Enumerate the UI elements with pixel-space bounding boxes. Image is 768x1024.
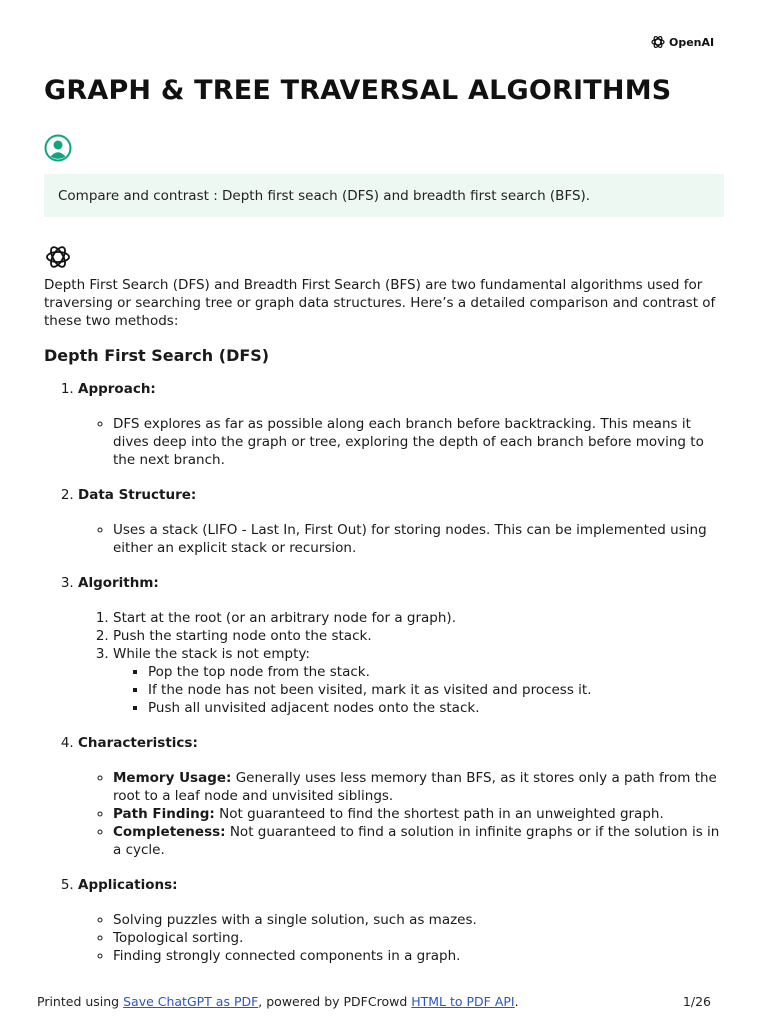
algorithm-substep: ▪ Pop the top node from the stack. — [148, 663, 728, 681]
data-structure-label: Data Structure: — [78, 487, 197, 503]
algorithm-step: 3. While the stack is not empty: ▪ Pop the top node from the stack. ▪ If the node has not been visited, mark it as visited and process it. ▪ Push all unvisited adjacent nodes onto the stack. — [113, 645, 728, 717]
print-footer — [37, 994, 711, 1009]
list-item: ◦ Path Finding: Not guaranteed to find the shortest path in an unweighted graph. — [113, 805, 728, 823]
algorithm-step: 2. Push the starting node onto the stack. — [113, 627, 728, 645]
algorithm-substep: ▪ If the node has not been visited, mark it as visited and process it. — [148, 681, 728, 699]
list-item: ◦ Completeness: Not guaranteed to find a solution in infinite graphs or if the solution is in a cycle. — [113, 823, 728, 859]
list-item: ◦ DFS explores as far as possible along each branch before backtracking. This means it dives deep into the graph or tree, exploring the depth of each branch before moving to the next branch. — [113, 415, 728, 469]
brand-name: OpenAI — [669, 35, 715, 49]
list-item: ◦ Memory Usage: Generally uses less memory than BFS, as it stores only a path from the root to a leaf node and unvisited siblings. — [113, 769, 728, 805]
html-to-pdf-api-link[interactable]: HTML to PDF API — [411, 994, 515, 1009]
assistant-response — [44, 276, 728, 982]
section-approach — [78, 380, 728, 469]
page-title: GRAPH & TREE TRAVERSAL ALGORITHMS — [44, 75, 672, 106]
footer-credit: Printed using Save ChatGPT as PDF, powered by PDFCrowd HTML to PDF API. — [37, 994, 519, 1009]
approach-label: Approach: — [78, 381, 156, 397]
save-chatgpt-pdf-link[interactable]: Save ChatGPT as PDF — [123, 994, 259, 1009]
user-avatar-icon — [44, 134, 72, 162]
section-heading: Depth First Search (DFS) — [44, 346, 270, 365]
section-algorithm — [78, 574, 728, 717]
list-item: ◦ Uses a stack (LIFO - Last In, First Out) for storing nodes. This can be implemented using either an explicit stack or recursion. — [113, 521, 728, 557]
list-item: ◦ Topological sorting. — [113, 929, 728, 947]
characteristics-label: Characteristics: — [78, 735, 198, 751]
dfs-sections — [44, 380, 728, 965]
page-number: 1/26 — [682, 994, 711, 1009]
algorithm-substep: ▪ Push all unvisited adjacent nodes onto the stack. — [148, 699, 728, 717]
user-prompt — [44, 174, 724, 217]
applications-label: Applications: — [78, 877, 178, 893]
section-applications — [78, 876, 728, 965]
section-data-structure — [78, 486, 728, 557]
algorithm-step: 1. Start at the root (or an arbitrary node for a graph). — [113, 609, 728, 627]
list-item: ◦ Finding strongly connected components in a graph. — [113, 947, 728, 965]
response-intro: Depth First Search (DFS) and Breadth First Search (BFS) are two fundamental algorithms used for traversing or searching tree or graph data structures. Here’s a detailed comparison and contrast of these two methods: — [44, 277, 716, 329]
user-prompt-text: Compare and contrast : Depth first seach (DFS) and breadth first search (BFS). — [58, 187, 591, 204]
openai-logo-icon — [650, 34, 666, 50]
section-characteristics — [78, 734, 728, 859]
openai-brand — [650, 34, 714, 50]
chatgpt-avatar-icon — [44, 243, 72, 271]
list-item: ◦ Solving puzzles with a single solution, such as mazes. — [113, 911, 728, 929]
algorithm-label: Algorithm: — [78, 575, 159, 591]
